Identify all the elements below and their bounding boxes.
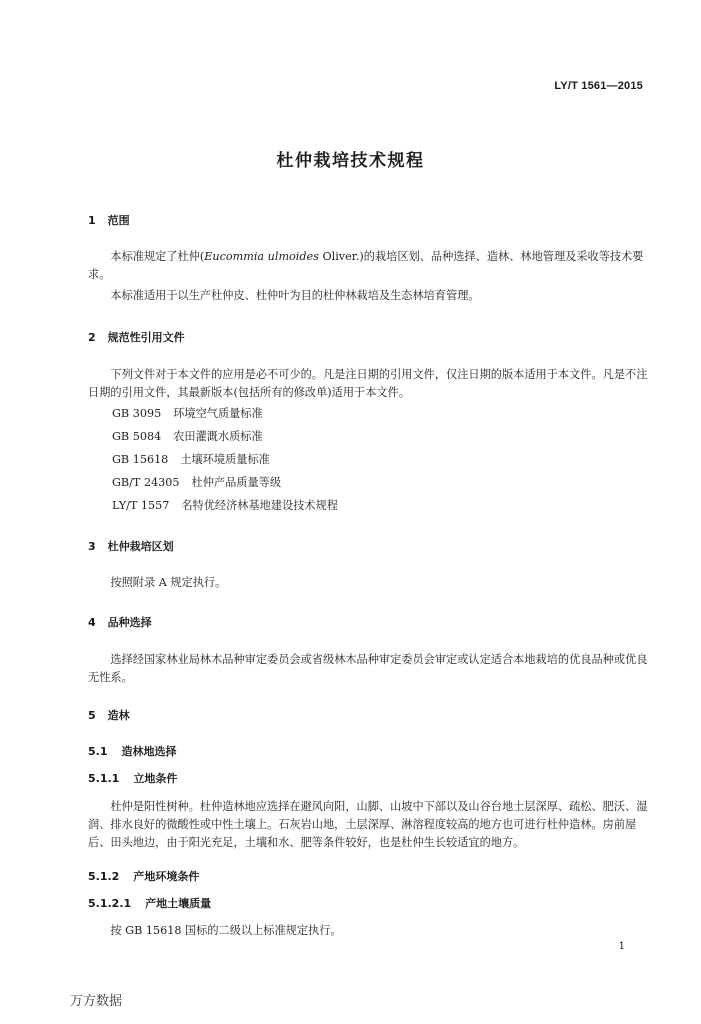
reference-name: 环境空气质量标准 bbox=[173, 407, 263, 420]
section-title: 产地土壤质量 bbox=[145, 897, 212, 910]
reference-code: LY/T 1557 bbox=[112, 499, 170, 512]
section-4-heading bbox=[88, 614, 152, 630]
section-title: 规范性引用文件 bbox=[107, 331, 185, 344]
section-5-1-1-heading bbox=[88, 770, 177, 786]
reference-item bbox=[112, 405, 263, 421]
section-title: 杜仲栽培区划 bbox=[107, 540, 174, 553]
section-title: 造林 bbox=[107, 709, 130, 722]
section-3-paragraph-1: 按照附录 A 规定执行。 bbox=[110, 576, 227, 589]
section-4-paragraph-1: 选择经国家林业局林木品种审定委员会或省级林木品种审定委员会审定或认定适合本地栽培的优良品种或优良无性系。 bbox=[88, 653, 648, 684]
reference-name: 农田灌溉水质标准 bbox=[173, 430, 263, 443]
section-2-paragraph-1: 下列文件对于本文件的应用是必不可少的。凡是注日期的引用文件，仅注日期的版本适用于本文件。凡是不注日期的引用文件，其最新版本(包括所有的修改单)适用于本文件。 bbox=[88, 368, 648, 399]
section-5-1-1-paragraph-1: 杜仲是阳性树种。杜仲造林地应选择在避风向阳，山脚、山坡中下部以及山谷台地土层深厚、疏松、肥沃、湿润、排水良好的微酸性或中性土壤上。石灰岩山地，土层深厚、淋溶程度较高的地方也可进行杜仲造林。房前屋后、田头地边，由于阳光充足，土壤和水、肥等条件较好，也是杜仲生长较适宜的地方。 bbox=[88, 800, 648, 849]
section-1-paragraph-1 bbox=[88, 248, 644, 284]
section-title: 立地条件 bbox=[133, 772, 178, 785]
section-3-heading bbox=[88, 538, 174, 554]
paragraph-text: 本标准规定了杜仲(Eucommia ulmoides Oliver.)的栽培区划、品种选择、造林、林地管理及采收等技术要求。 bbox=[88, 250, 644, 281]
page-number: 1 bbox=[618, 941, 625, 952]
reference-item bbox=[112, 474, 281, 490]
section-1-heading bbox=[88, 212, 130, 228]
section-5-1-2-1-heading bbox=[88, 895, 211, 911]
section-title: 范围 bbox=[107, 214, 130, 227]
latin-species-name: Eucommia ulmoides bbox=[204, 250, 319, 263]
section-number: 1 bbox=[88, 214, 96, 227]
reference-name: 名特优经济林基地建设技术规程 bbox=[181, 499, 338, 512]
reference-code: GB/T 24305 bbox=[112, 476, 180, 489]
section-2-heading bbox=[88, 329, 185, 345]
reference-item bbox=[112, 428, 263, 444]
reference-name: 杜仲产品质量等级 bbox=[191, 476, 282, 489]
standard-code: LY/T 1561—2015 bbox=[554, 80, 643, 92]
section-5-1-heading bbox=[88, 743, 177, 759]
watermark: 万方数据 bbox=[70, 994, 123, 1009]
section-number: 5 bbox=[88, 709, 96, 722]
reference-code: GB 5084 bbox=[112, 430, 162, 443]
reference-name: 土壤环境质量标准 bbox=[180, 453, 270, 466]
reference-code: GB 3095 bbox=[112, 407, 162, 420]
section-number: 4 bbox=[88, 616, 96, 629]
section-title: 品种选择 bbox=[107, 616, 152, 629]
document-title: 杜仲栽培技术规程 bbox=[276, 151, 425, 171]
reference-item bbox=[112, 497, 338, 513]
section-5-1-2-1-paragraph-1: 按 GB 15618 国标的二级以上标准规定执行。 bbox=[110, 924, 342, 937]
section-number: 5.1.1 bbox=[88, 772, 120, 785]
section-number: 5.1.2.1 bbox=[88, 897, 132, 910]
section-number: 3 bbox=[88, 540, 96, 553]
section-title: 造林地选择 bbox=[121, 745, 177, 758]
section-5-1-2-heading bbox=[88, 868, 199, 884]
section-1-paragraph-2: 本标准适用于以生产杜仲皮、杜仲叶为目的杜仲林栽培及生态林培育管理。 bbox=[110, 289, 480, 302]
section-number: 2 bbox=[88, 331, 96, 344]
section-title: 产地环境条件 bbox=[133, 870, 200, 883]
reference-item bbox=[112, 451, 270, 467]
section-number: 5.1.2 bbox=[88, 870, 120, 883]
reference-code: GB 15618 bbox=[112, 453, 169, 466]
section-number: 5.1 bbox=[88, 745, 108, 758]
section-5-heading bbox=[88, 707, 130, 723]
